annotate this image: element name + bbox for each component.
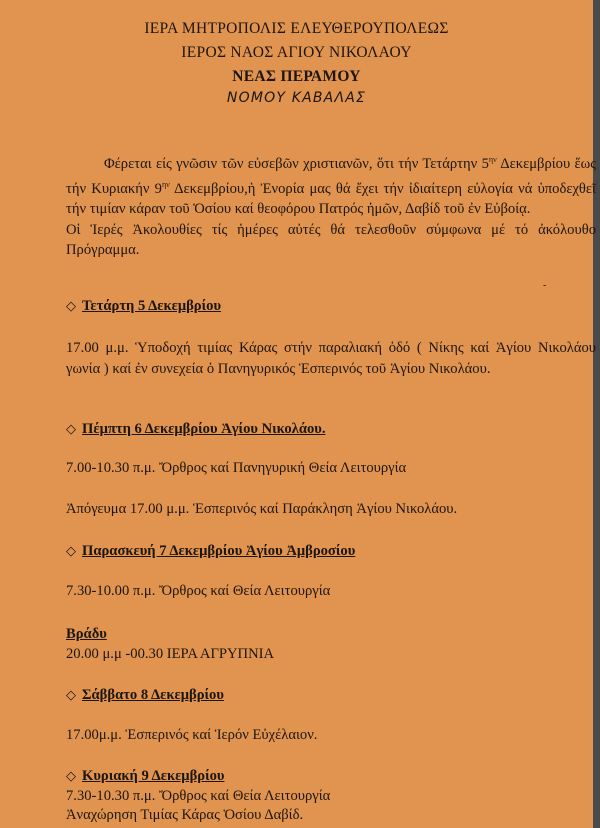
sunday-title-text: Κυριακή 9 Δεκεμβρίου (82, 768, 225, 784)
intro-text-part2: Δεκεμβρίου ἕως τήν Κυριακήν 9 (66, 156, 596, 197)
announcement-intro (66, 150, 596, 261)
section-friday-title (66, 543, 355, 560)
saturday-line-1: 17.00μ.μ. Ἑσπερινός καί Ἱερόν Εὐχέλαιον. (66, 727, 318, 743)
header-location: ΝΕΑΣ ΠΕΡΑΜΟΥ (232, 68, 361, 85)
header-prefecture: ΝΟΜΟΥ ΚΑΒΑΛΑΣ (226, 90, 367, 106)
intro-sup-1: ην (488, 155, 497, 164)
friday-evening-line: 20.00 μ.μ -00.30 ΙΕΡΑ ΑΓΡΥΠΝΙΑ (66, 646, 275, 662)
section-thursday-title (66, 421, 325, 438)
diamond-bullet-icon: ◇ (66, 688, 76, 703)
intro-text-part1: Φέρεται είς γνῶσιν τῶν εὐσεβῶν χριστιανῶν, ὅτι τήν Τετάρτην 5 (104, 156, 489, 172)
wednesday-title-text: Τετάρτη 5 Δεκεμβρίου (82, 298, 222, 314)
sunday-line-1: 7.30-10.30 π.μ. Ὄρθρος καί Θεία Λειτουργία (66, 788, 331, 804)
thursday-line-1: 7.00-10.30 π.μ. Ὄρθρος καί Πανηγυρική Θεία Λειτουργία (66, 460, 407, 476)
thursday-title-text: Πέμπτη 6 Δεκεμβρίου Ἁγίου Νικολάου. (82, 421, 326, 437)
diamond-bullet-icon: ◇ (66, 299, 76, 314)
intro-text-part3: Δεκεμβρίου,ἡ Ἐνορία μας θά ἔχει τήν ἰδιαίτερη εὐλογία νά ὑποδεχθεῖ τήν τιμίαν κάραν τοῦ Ὁσίου καί θεοφόρου Πατρός ἡμῶν, Δαβίδ τοῦ ἐν Εὐβοίᾳ. (66, 180, 596, 217)
sunday-line-2: Ἀναχώρηση Τιμίας Κάρας Ὁσίου Δαβίδ. (66, 807, 304, 823)
diamond-bullet-icon: ◇ (66, 422, 76, 437)
header-metropolis: ΙΕΡΑ ΜΗΤΡΟΠΟΛΙΣ ΕΛΕΥΘΕΡΟΥΠΟΛΕΩΣ (144, 20, 449, 37)
section-wednesday-title (66, 298, 221, 315)
saturday-title-text: Σάββατο 8 Δεκεμβρίου (82, 687, 224, 703)
thursday-line-2: Ἀπόγευμα 17.00 μ.μ. Ἑσπερινός καί Παράκληση Ἁγίου Νικολάου. (66, 501, 458, 517)
header-church: ΙΕΡΟΣ ΝΑΟΣ ΑΓΙΟΥ ΝΙΚΟΛΑΟΥ (181, 44, 412, 61)
intro-sup-2: ην (161, 179, 170, 189)
wednesday-line-1: 17.00 μ.μ. Ὑποδοχή τιμίας Κάρας στήν παραλιακή ὁδό ( Νίκης καί Ἁγίου Νικολάου γωνία ) καί ἐν συνεχεία ὁ Πανηγυρικός Ἑσπερινός τοῦ Ἁγίου Νικολάου. (66, 340, 596, 377)
friday-title-text: Παρασκευή 7 Δεκεμβρίου Ἁγίου Ἀμβροσίου (82, 543, 356, 559)
section-saturday-title (66, 687, 224, 704)
stray-mark: - (543, 280, 547, 291)
friday-evening-label: Βράδυ (66, 626, 107, 642)
friday-line-1: 7.30-10.00 π.μ. Ὄρθρος καί Θεία Λειτουργία (66, 583, 331, 599)
section-sunday-title (66, 768, 224, 785)
intro-paragraph-1 (66, 150, 596, 220)
diamond-bullet-icon: ◇ (66, 769, 76, 784)
diamond-bullet-icon: ◇ (66, 544, 76, 559)
intro-paragraph-2: Οἱ Ἱερές Ἀκολουθίες τίς ἡμέρες αὐτές θά τελεσθοῦν σύμφωνα μέ τό ἀκόλουθο Πρόγραμμα. (66, 221, 596, 258)
